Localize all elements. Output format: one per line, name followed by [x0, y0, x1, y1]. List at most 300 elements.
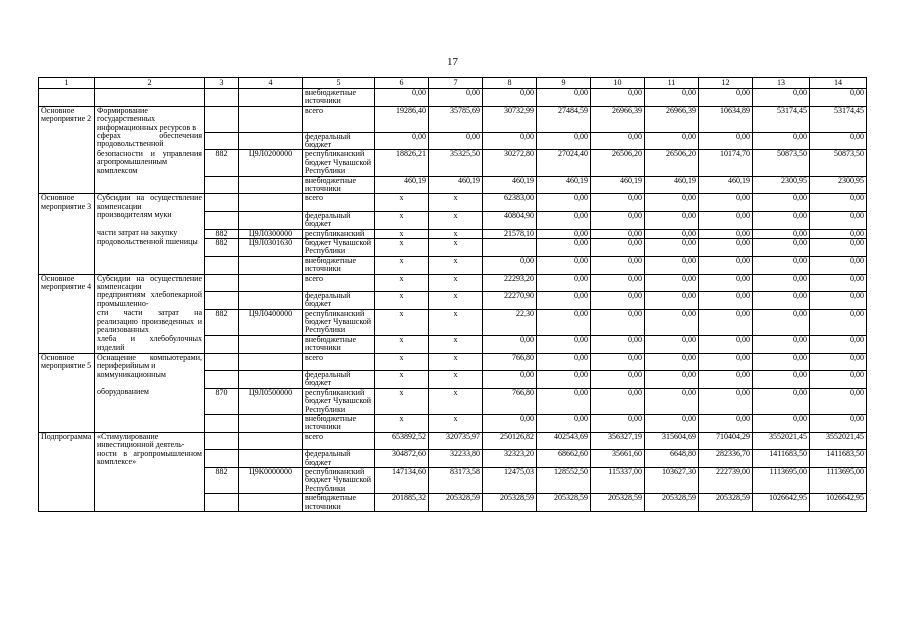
funding-source-cell: внебюджетные источники: [303, 335, 375, 353]
amount-cell: 0,00: [810, 256, 867, 274]
budget-code-cell: Ц9Л0300000: [239, 229, 303, 238]
amount-cell: 356327,19: [591, 432, 645, 449]
amount-cell: 0,00: [645, 132, 699, 150]
amount-cell: 282336,70: [699, 450, 753, 468]
amount-cell: x: [375, 194, 429, 211]
amount-cell: 1411683,50: [810, 450, 867, 468]
amount-cell: 0,00: [429, 89, 483, 107]
grbs-code-cell: [205, 371, 239, 389]
amount-cell: 0,00: [645, 256, 699, 274]
event-name-cell: [39, 335, 95, 353]
event-description-cell: производителям муки: [95, 211, 205, 229]
grbs-code-cell: 882: [205, 309, 239, 335]
amount-cell: 0,00: [753, 238, 810, 256]
amount-cell: 0,00: [699, 309, 753, 335]
amount-cell: 304872,60: [375, 450, 429, 468]
amount-cell: 0,00: [645, 194, 699, 211]
amount-cell: 0,00: [537, 291, 591, 309]
amount-cell: 10634,89: [699, 106, 753, 132]
grbs-code-cell: 882: [205, 467, 239, 493]
column-header: 4: [239, 78, 303, 89]
table-header-row: [39, 78, 867, 89]
funding-source-cell: федеральный бюджет: [303, 450, 375, 468]
amount-cell: 205328,59: [483, 494, 537, 512]
amount-cell: 222739,00: [699, 467, 753, 493]
amount-cell: 0,00: [753, 388, 810, 414]
amount-cell: 128552,50: [537, 467, 591, 493]
table-row: [39, 309, 867, 335]
amount-cell: 26506,20: [591, 150, 645, 176]
amount-cell: 0,00: [591, 291, 645, 309]
column-header: 3: [205, 78, 239, 89]
amount-cell: 0,00: [699, 415, 753, 433]
budget-code-cell: [239, 450, 303, 468]
event-name-cell: Подпрограмма: [39, 432, 95, 449]
amount-cell: 0,00: [537, 256, 591, 274]
budget-code-cell: [239, 132, 303, 150]
event-name-cell: Основное мероприятие 5: [39, 353, 95, 370]
budget-code-cell: [239, 335, 303, 353]
grbs-code-cell: [205, 132, 239, 150]
amount-cell: 0,00: [591, 309, 645, 335]
amount-cell: 1026642,95: [810, 494, 867, 512]
event-name-cell: Основное мероприятие 3: [39, 194, 95, 211]
amount-cell: 0,00: [753, 89, 810, 107]
amount-cell: [483, 238, 537, 256]
grbs-code-cell: 882: [205, 229, 239, 238]
amount-cell: 0,00: [753, 229, 810, 238]
grbs-code-cell: [205, 353, 239, 370]
amount-cell: 0,00: [591, 194, 645, 211]
budget-code-cell: [239, 274, 303, 291]
funding-source-cell: республиканский бюджет Чувашской Республики: [303, 309, 375, 335]
funding-source-cell: республиканский бюджет Чувашской Республики: [303, 388, 375, 414]
funding-source-cell: бюджет Чувашской Республики: [303, 238, 375, 256]
amount-cell: 0,00: [753, 309, 810, 335]
amount-cell: 0,00: [537, 238, 591, 256]
amount-cell: 0,00: [645, 274, 699, 291]
amount-cell: 653892,52: [375, 432, 429, 449]
amount-cell: x: [375, 238, 429, 256]
amount-cell: 0,00: [645, 371, 699, 389]
amount-cell: x: [429, 415, 483, 433]
event-description-cell: Субсидии на осуществление компенсации: [95, 194, 205, 211]
event-name-cell: [39, 238, 95, 256]
column-header: 8: [483, 78, 537, 89]
amount-cell: 0,00: [699, 291, 753, 309]
amount-cell: 0,00: [753, 194, 810, 211]
amount-cell: 0,00: [810, 211, 867, 229]
amount-cell: 0,00: [699, 335, 753, 353]
amount-cell: 0,00: [591, 256, 645, 274]
budget-code-cell: [239, 194, 303, 211]
amount-cell: 766,80: [483, 353, 537, 370]
amount-cell: 0,00: [753, 335, 810, 353]
amount-cell: 0,00: [699, 256, 753, 274]
column-header: 13: [753, 78, 810, 89]
funding-source-cell: федеральный бюджет: [303, 371, 375, 389]
amount-cell: 0,00: [810, 194, 867, 211]
funding-source-cell: всего: [303, 432, 375, 449]
amount-cell: x: [375, 229, 429, 238]
amount-cell: 18826,21: [375, 150, 429, 176]
amount-cell: x: [375, 353, 429, 370]
event-name-cell: [39, 256, 95, 274]
funding-source-cell: внебюджетные источники: [303, 89, 375, 107]
amount-cell: 0,00: [537, 415, 591, 433]
amount-cell: 50873,50: [753, 150, 810, 176]
amount-cell: 0,00: [537, 335, 591, 353]
amount-cell: 710404,29: [699, 432, 753, 449]
amount-cell: 0,00: [591, 274, 645, 291]
funding-source-cell: федеральный бюджет: [303, 291, 375, 309]
amount-cell: 32233,80: [429, 450, 483, 468]
funding-source-cell: внебюджетные источники: [303, 176, 375, 194]
event-name-cell: [39, 309, 95, 335]
amount-cell: 26506,20: [645, 150, 699, 176]
table-row: [39, 89, 867, 107]
grbs-code-cell: 882: [205, 150, 239, 176]
amount-cell: 0,00: [753, 211, 810, 229]
amount-cell: 83173,58: [429, 467, 483, 493]
table-row: [39, 106, 867, 132]
amount-cell: 0,00: [810, 353, 867, 370]
amount-cell: 0,00: [810, 335, 867, 353]
amount-cell: 68662,60: [537, 450, 591, 468]
amount-cell: 460,19: [699, 176, 753, 194]
amount-cell: x: [375, 335, 429, 353]
amount-cell: x: [429, 353, 483, 370]
column-header: 6: [375, 78, 429, 89]
amount-cell: 315604,69: [645, 432, 699, 449]
column-header: 2: [95, 78, 205, 89]
event-description-cell: Формирование государственных информационных ресурсов в: [95, 106, 205, 132]
amount-cell: 0,00: [483, 335, 537, 353]
amount-cell: 3552021,45: [753, 432, 810, 449]
amount-cell: 0,00: [645, 309, 699, 335]
event-description-cell: коммуникационным: [95, 371, 205, 389]
event-name-cell: Основное мероприятие 2: [39, 106, 95, 132]
amount-cell: 19286,40: [375, 106, 429, 132]
budget-code-cell: [239, 371, 303, 389]
event-description-cell: «Стимулирование инвестиционной деятель-: [95, 432, 205, 449]
amount-cell: x: [375, 256, 429, 274]
amount-cell: x: [429, 229, 483, 238]
grbs-code-cell: [205, 494, 239, 512]
amount-cell: 0,00: [810, 291, 867, 309]
amount-cell: 115337,00: [591, 467, 645, 493]
grbs-code-cell: 870: [205, 388, 239, 414]
event-description-cell: [95, 176, 205, 194]
table-row: [39, 415, 867, 433]
funding-source-cell: всего: [303, 274, 375, 291]
event-description-cell: [95, 467, 205, 493]
amount-cell: 0,00: [699, 89, 753, 107]
column-header: 12: [699, 78, 753, 89]
budget-code-cell: [239, 211, 303, 229]
amount-cell: 205328,59: [429, 494, 483, 512]
event-description-cell: сти части затрат на реализацию произведенных и реализованных: [95, 309, 205, 335]
amount-cell: 0,00: [810, 388, 867, 414]
amount-cell: 0,00: [753, 371, 810, 389]
amount-cell: 22270,90: [483, 291, 537, 309]
table-row: [39, 353, 867, 370]
amount-cell: x: [429, 211, 483, 229]
event-name-cell: [39, 132, 95, 150]
amount-cell: 460,19: [429, 176, 483, 194]
amount-cell: 0,00: [591, 89, 645, 107]
amount-cell: x: [429, 256, 483, 274]
grbs-code-cell: 882: [205, 238, 239, 256]
budget-table: [38, 77, 867, 512]
page-number: 17: [447, 56, 458, 68]
amount-cell: 103627,30: [645, 467, 699, 493]
amount-cell: 0,00: [810, 229, 867, 238]
event-name-cell: [39, 415, 95, 433]
amount-cell: 0,00: [537, 371, 591, 389]
amount-cell: 22293,20: [483, 274, 537, 291]
amount-cell: 0,00: [699, 388, 753, 414]
amount-cell: 0,00: [753, 132, 810, 150]
budget-code-cell: Ц9Л0200000: [239, 150, 303, 176]
amount-cell: 1411683,50: [753, 450, 810, 468]
amount-cell: 32323,20: [483, 450, 537, 468]
amount-cell: 53174,45: [810, 106, 867, 132]
amount-cell: 0,00: [591, 238, 645, 256]
amount-cell: 0,00: [699, 194, 753, 211]
amount-cell: 0,00: [753, 256, 810, 274]
funding-source-cell: республиканский бюджет Чувашской Республики: [303, 467, 375, 493]
table-row: [39, 450, 867, 468]
budget-code-cell: [239, 106, 303, 132]
table-row: [39, 388, 867, 414]
grbs-code-cell: [205, 176, 239, 194]
amount-cell: x: [375, 309, 429, 335]
amount-cell: 0,00: [645, 211, 699, 229]
grbs-code-cell: [205, 450, 239, 468]
amount-cell: x: [429, 274, 483, 291]
amount-cell: 147134,60: [375, 467, 429, 493]
grbs-code-cell: [205, 415, 239, 433]
amount-cell: 0,00: [810, 238, 867, 256]
amount-cell: 0,00: [699, 238, 753, 256]
amount-cell: 21578,10: [483, 229, 537, 238]
amount-cell: 0,00: [753, 353, 810, 370]
amount-cell: 0,00: [699, 132, 753, 150]
event-description-cell: Субсидии на осуществление компенсации: [95, 274, 205, 291]
funding-source-cell: республиканский: [303, 229, 375, 238]
amount-cell: 26966,39: [591, 106, 645, 132]
grbs-code-cell: [205, 194, 239, 211]
grbs-code-cell: [205, 274, 239, 291]
funding-source-cell: внебюджетные источники: [303, 256, 375, 274]
amount-cell: 0,00: [753, 291, 810, 309]
table-row: [39, 238, 867, 256]
amount-cell: 1026642,95: [753, 494, 810, 512]
amount-cell: 205328,59: [591, 494, 645, 512]
column-header: 5: [303, 78, 375, 89]
amount-cell: 40804,90: [483, 211, 537, 229]
amount-cell: 27024,40: [537, 150, 591, 176]
amount-cell: 0,00: [645, 353, 699, 370]
event-name-cell: [39, 450, 95, 468]
funding-source-cell: федеральный бюджет: [303, 211, 375, 229]
event-name-cell: [39, 494, 95, 512]
amount-cell: 0,00: [537, 132, 591, 150]
amount-cell: x: [375, 211, 429, 229]
amount-cell: 0,00: [699, 229, 753, 238]
column-header: 14: [810, 78, 867, 89]
amount-cell: 0,00: [483, 132, 537, 150]
event-name-cell: [39, 89, 95, 107]
event-description-cell: [95, 256, 205, 274]
budget-code-cell: Ц9К0000000: [239, 467, 303, 493]
amount-cell: 0,00: [699, 211, 753, 229]
grbs-code-cell: [205, 89, 239, 107]
grbs-code-cell: [205, 432, 239, 449]
grbs-code-cell: [205, 106, 239, 132]
amount-cell: 1113695,00: [810, 467, 867, 493]
column-header: 11: [645, 78, 699, 89]
amount-cell: 0,00: [591, 229, 645, 238]
grbs-code-cell: [205, 335, 239, 353]
amount-cell: 0,00: [483, 256, 537, 274]
amount-cell: 460,19: [375, 176, 429, 194]
table-row: [39, 176, 867, 194]
amount-cell: 0,00: [591, 335, 645, 353]
column-header: 10: [591, 78, 645, 89]
amount-cell: 0,00: [645, 291, 699, 309]
amount-cell: 10174,70: [699, 150, 753, 176]
amount-cell: 0,00: [591, 415, 645, 433]
amount-cell: 0,00: [645, 335, 699, 353]
amount-cell: x: [375, 388, 429, 414]
amount-cell: 0,00: [645, 388, 699, 414]
amount-cell: x: [429, 335, 483, 353]
event-description-cell: [95, 415, 205, 433]
table-row: [39, 494, 867, 512]
amount-cell: 0,00: [537, 309, 591, 335]
amount-cell: 0,00: [375, 89, 429, 107]
amount-cell: 2300,95: [810, 176, 867, 194]
event-description-cell: части затрат на закупку: [95, 229, 205, 238]
amount-cell: 2300,95: [753, 176, 810, 194]
event-description-cell: оборудованием: [95, 388, 205, 414]
amount-cell: 0,00: [699, 353, 753, 370]
amount-cell: 50873,50: [810, 150, 867, 176]
amount-cell: 0,00: [537, 211, 591, 229]
amount-cell: 0,00: [645, 238, 699, 256]
amount-cell: 0,00: [753, 274, 810, 291]
amount-cell: 3552021,45: [810, 432, 867, 449]
event-description-cell: безопасности и управления агропромышленным комплексом: [95, 150, 205, 176]
amount-cell: x: [429, 194, 483, 211]
funding-source-cell: всего: [303, 353, 375, 370]
budget-code-cell: Ц9Л0400000: [239, 309, 303, 335]
budget-code-cell: [239, 353, 303, 370]
amount-cell: 0,00: [699, 371, 753, 389]
amount-cell: 0,00: [537, 353, 591, 370]
amount-cell: 201885,32: [375, 494, 429, 512]
amount-cell: 0,00: [537, 89, 591, 107]
amount-cell: 766,80: [483, 388, 537, 414]
funding-source-cell: всего: [303, 106, 375, 132]
amount-cell: x: [375, 274, 429, 291]
event-description-cell: хлеба и хлебобулочных изделий: [95, 335, 205, 353]
amount-cell: x: [429, 238, 483, 256]
amount-cell: x: [429, 371, 483, 389]
event-description-cell: продовольственной пшеницы: [95, 238, 205, 256]
amount-cell: 53174,45: [753, 106, 810, 132]
column-header: 1: [39, 78, 95, 89]
amount-cell: 0,00: [810, 309, 867, 335]
event-name-cell: [39, 371, 95, 389]
funding-source-cell: федеральный бюджет: [303, 132, 375, 150]
funding-source-cell: внебюджетные источники: [303, 494, 375, 512]
amount-cell: 0,00: [810, 132, 867, 150]
amount-cell: 35661,60: [591, 450, 645, 468]
amount-cell: 0,00: [537, 274, 591, 291]
amount-cell: 26966,39: [645, 106, 699, 132]
amount-cell: 460,19: [537, 176, 591, 194]
amount-cell: 205328,59: [537, 494, 591, 512]
event-name-cell: [39, 467, 95, 493]
amount-cell: 0,00: [537, 194, 591, 211]
amount-cell: 1113695,00: [753, 467, 810, 493]
event-description-cell: [95, 89, 205, 107]
budget-code-cell: Ц9Л0500000: [239, 388, 303, 414]
amount-cell: 30272,80: [483, 150, 537, 176]
amount-cell: 30732,99: [483, 106, 537, 132]
amount-cell: 0,00: [591, 353, 645, 370]
event-name-cell: [39, 150, 95, 176]
amount-cell: 0,00: [375, 132, 429, 150]
budget-code-cell: [239, 291, 303, 309]
budget-code-cell: [239, 256, 303, 274]
amount-cell: 0,00: [591, 132, 645, 150]
amount-cell: 0,00: [810, 371, 867, 389]
amount-cell: x: [429, 388, 483, 414]
table-row: [39, 432, 867, 449]
budget-code-cell: [239, 415, 303, 433]
event-description-cell: сферах обеспечения продовольственной: [95, 132, 205, 150]
amount-cell: 0,00: [537, 229, 591, 238]
amount-cell: 0,00: [645, 415, 699, 433]
amount-cell: x: [375, 371, 429, 389]
amount-cell: 0,00: [810, 415, 867, 433]
event-name-cell: [39, 211, 95, 229]
amount-cell: 62383,00: [483, 194, 537, 211]
amount-cell: 0,00: [591, 388, 645, 414]
amount-cell: x: [375, 291, 429, 309]
event-name-cell: [39, 388, 95, 414]
funding-source-cell: республиканский бюджет Чувашской Республики: [303, 150, 375, 176]
amount-cell: 0,00: [645, 89, 699, 107]
grbs-code-cell: [205, 256, 239, 274]
amount-cell: 0,00: [591, 211, 645, 229]
event-description-cell: [95, 494, 205, 512]
amount-cell: 250126,82: [483, 432, 537, 449]
table-row: [39, 256, 867, 274]
budget-code-cell: [239, 89, 303, 107]
amount-cell: 460,19: [645, 176, 699, 194]
amount-cell: 460,19: [483, 176, 537, 194]
table-row: [39, 194, 867, 211]
amount-cell: x: [375, 415, 429, 433]
table-row: [39, 150, 867, 176]
table-row: [39, 229, 867, 238]
amount-cell: 6648,80: [645, 450, 699, 468]
